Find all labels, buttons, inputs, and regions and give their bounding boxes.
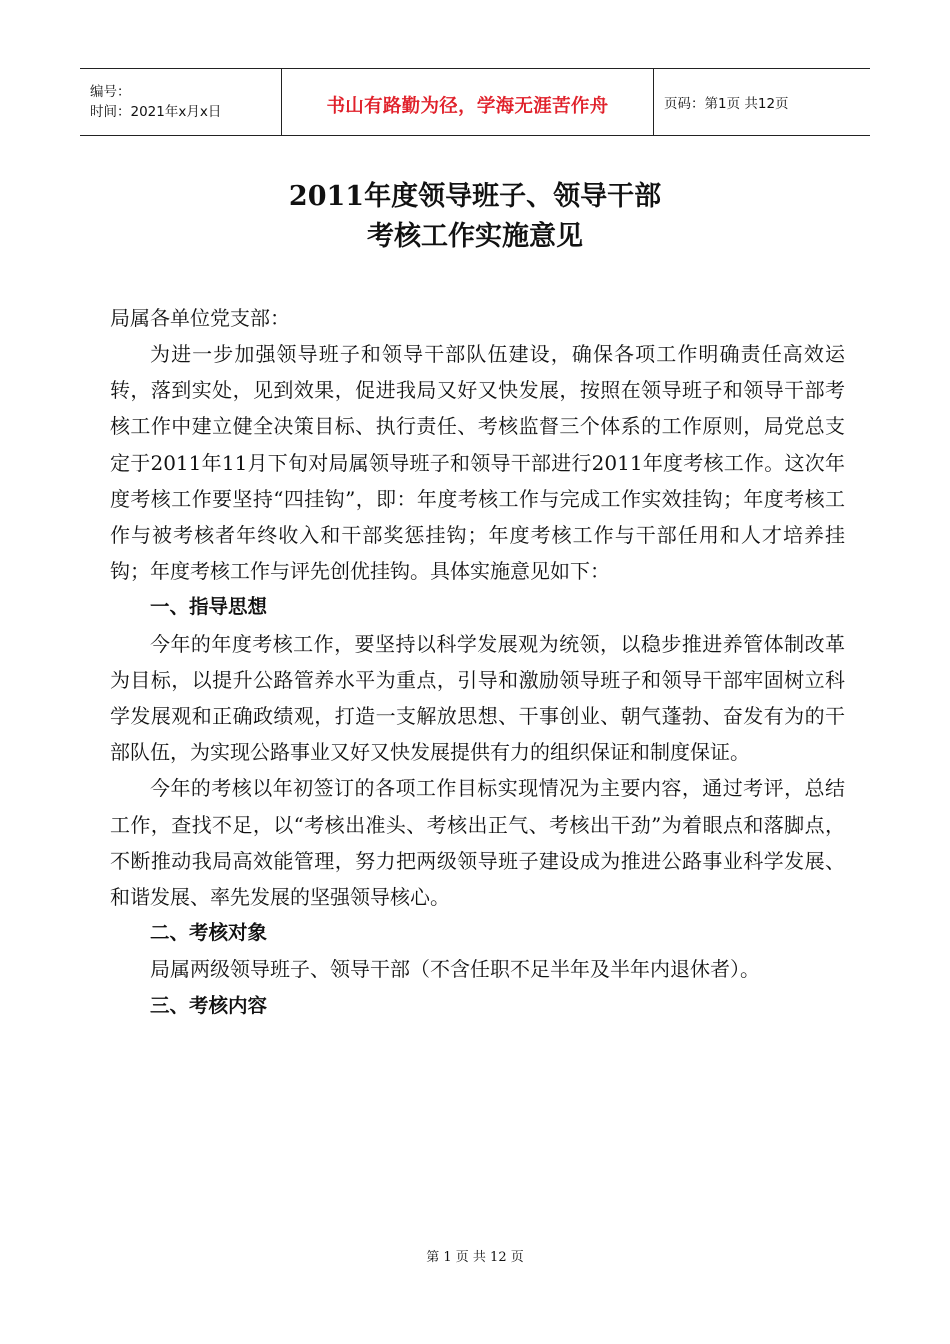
header-motto-cell — [282, 69, 654, 135]
salutation: 局属各单位党支部： — [110, 306, 290, 330]
section-heading-3: 三、考核内容 — [150, 993, 268, 1017]
header-page-cell — [654, 69, 870, 135]
document-number: 编号： — [90, 84, 131, 100]
page-header — [80, 68, 870, 136]
section-heading-2: 二、考核对象 — [150, 921, 268, 945]
paragraph-guiding-2: 今年的考核以年初签订的各项工作目标实现情况为主要内容，通过考评，总结工作，查找不足，以“考核出准头、考核出正气、考核出干劲”为着眼点和落脚点，不断推动我局高效能管理，努力把两级领导班子建设成为推进公路事业科学发展、和谐发展、率先发展的坚强领导核心。 — [110, 776, 845, 910]
section-heading-1: 一、指导思想 — [150, 595, 268, 619]
page-footer: 第 1 页 共 12 页 — [426, 1250, 524, 1265]
motto: 书山有路勤为径，学海无涯苦作舟 — [326, 96, 609, 117]
document-title-line1: 2011年度领导班子、领导干部 — [288, 181, 662, 212]
paragraph-targets: 局属两级领导班子、领导干部（不含任职不足半年及半年内退休者）。 — [150, 957, 760, 982]
paragraph-guiding-1: 今年的年度考核工作，要坚持以科学发展观为统领，以稳步推进养管体制改革为目标，以提升公路管养水平为重点，引导和激励领导班子和领导干部牢固树立科学发展观和正确政绩观，打造一支解放思想、干事创业、朝气蓬勃、奋发有为的干部队伍，为实现公路事业又好又快发展提供有力的组织保证和制度保证。 — [110, 631, 845, 765]
header-meta — [80, 69, 282, 135]
document-body — [110, 336, 845, 1024]
document-title-line2: 考核工作实施意见 — [367, 221, 583, 252]
page-number: 页码：第1页 共12页 — [664, 96, 789, 112]
document-date: 时间：2021年x月x日 — [90, 104, 222, 120]
intro-paragraph: 为进一步加强领导班子和领导干部队伍建设，确保各项工作明确责任高效运转，落到实处，见到效果，促进我局又好又快发展，按照在领导班子和领导干部考核工作中建立健全决策目标、执行责任、考核监督三个体系的工作原则，局党总支定于2011年11月下旬对局属领导班子和领导干部进行2011年度考核工作。这次年度考核工作要坚持“四挂钩”，即：年度考核工作与完成工作实效挂钩；年度考核工作与被考核者年终收入和干部奖惩挂钩；年度考核工作与干部任用和人才培养挂钩；年度考核工作与评先创优挂钩。具体实施意见如下： — [110, 342, 845, 584]
